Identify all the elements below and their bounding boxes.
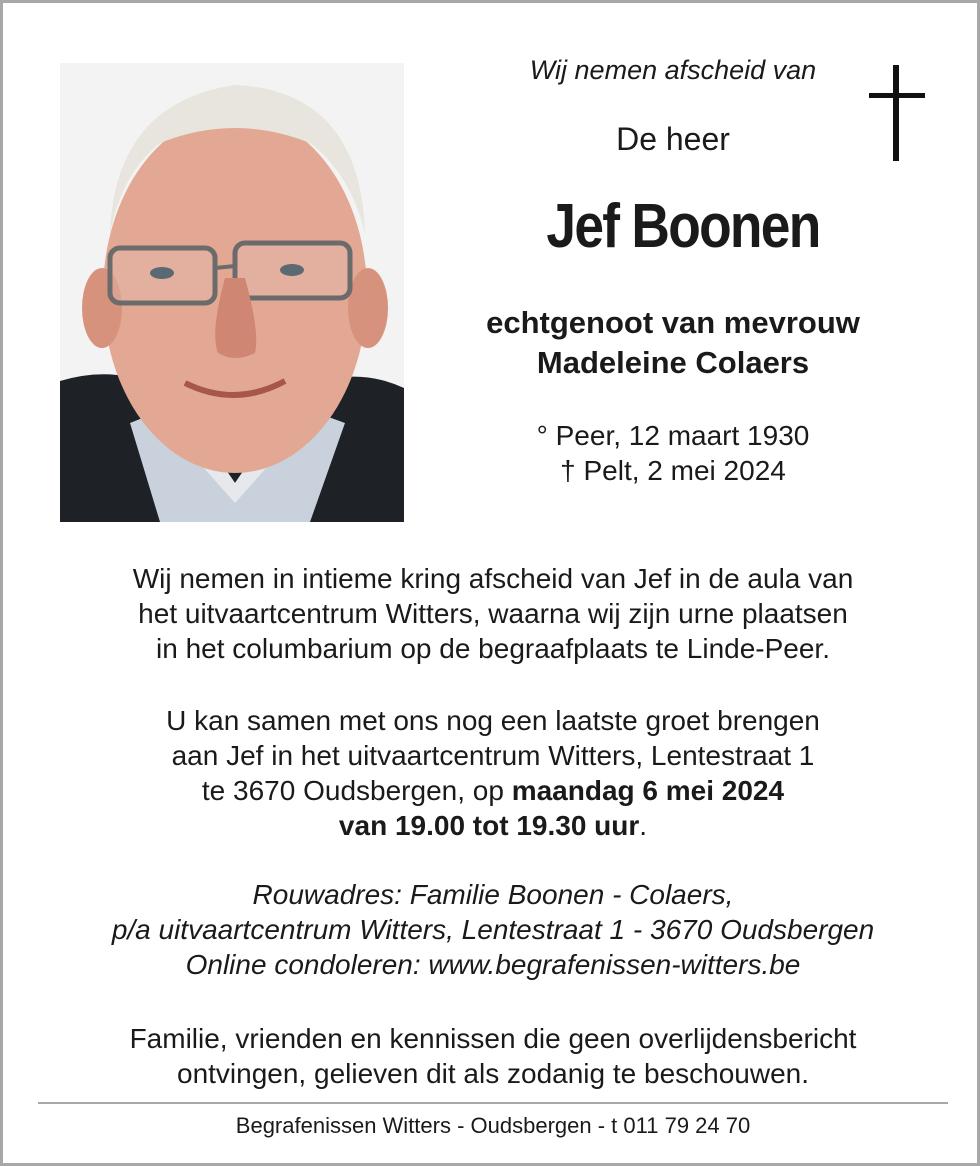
visitation-place: te 3670 Oudsbergen, op: [201, 775, 512, 806]
address-paragraph: [43, 877, 943, 982]
spouse-line-2: Madeleine Colaers: [536, 345, 810, 380]
life-dates: [443, 418, 903, 488]
visitation-paragraph: [43, 703, 943, 843]
portrait-photo: [60, 63, 404, 522]
spouse-block: [443, 303, 903, 383]
ceremony-line-3: in het columbarium op de begraafplaats te Linde-Peer.: [156, 633, 830, 664]
ceremony-line-2: het uitvaartcentrum Witters, waarna wij zijn urne plaatsen: [138, 598, 848, 629]
birth-date: ° Peer, 12 maart 1930: [536, 420, 810, 451]
latin-cross-icon: [869, 65, 925, 161]
deceased-name: Jef Boonen: [546, 192, 820, 261]
visitation-date: maandag 6 mei 2024: [511, 775, 785, 806]
visitation-line-3: [43, 773, 943, 808]
footer-divider: [38, 1102, 948, 1104]
care-of-address: p/a uitvaartcentrum Witters, Lentestraat 1 - 3670 Oudsbergen: [111, 914, 875, 945]
notice-line-1: Familie, vrienden en kennissen die geen overlijdensbericht: [129, 1023, 857, 1054]
mourning-address: Rouwadres: Familie Boonen - Colaers,: [252, 879, 734, 910]
honorific: De heer: [616, 121, 730, 157]
visitation-line-4: [43, 808, 943, 843]
ceremony-paragraph: [43, 561, 943, 666]
visitation-time: van 19.00 tot 19.30 uur: [338, 810, 640, 841]
ceremony-line-1: Wij nemen in intieme kring afscheid van Jef in de aula van: [132, 563, 854, 594]
visitation-period: .: [639, 810, 648, 841]
visitation-line-2: aan Jef in het uitvaartcentrum Witters, Lentestraat 1: [171, 740, 815, 771]
death-date: † Pelt, 2 mei 2024: [560, 455, 786, 486]
spouse-line-1: echtgenoot van mevrouw: [486, 305, 860, 340]
notice-line-2: ontvingen, gelieven dit als zodanig te beschouwen.: [177, 1058, 809, 1089]
visitation-line-1: U kan samen met ons nog een laatste groet brengen: [166, 705, 820, 736]
intro-text: Wij nemen afscheid van: [529, 55, 817, 85]
footer-text: Begrafenissen Witters - Oudsbergen - t 011 79 24 70: [235, 1113, 751, 1138]
condolence-link[interactable]: Online condoleren: www.begrafenissen-witters.be: [185, 949, 801, 980]
notice-paragraph: [43, 1021, 943, 1091]
